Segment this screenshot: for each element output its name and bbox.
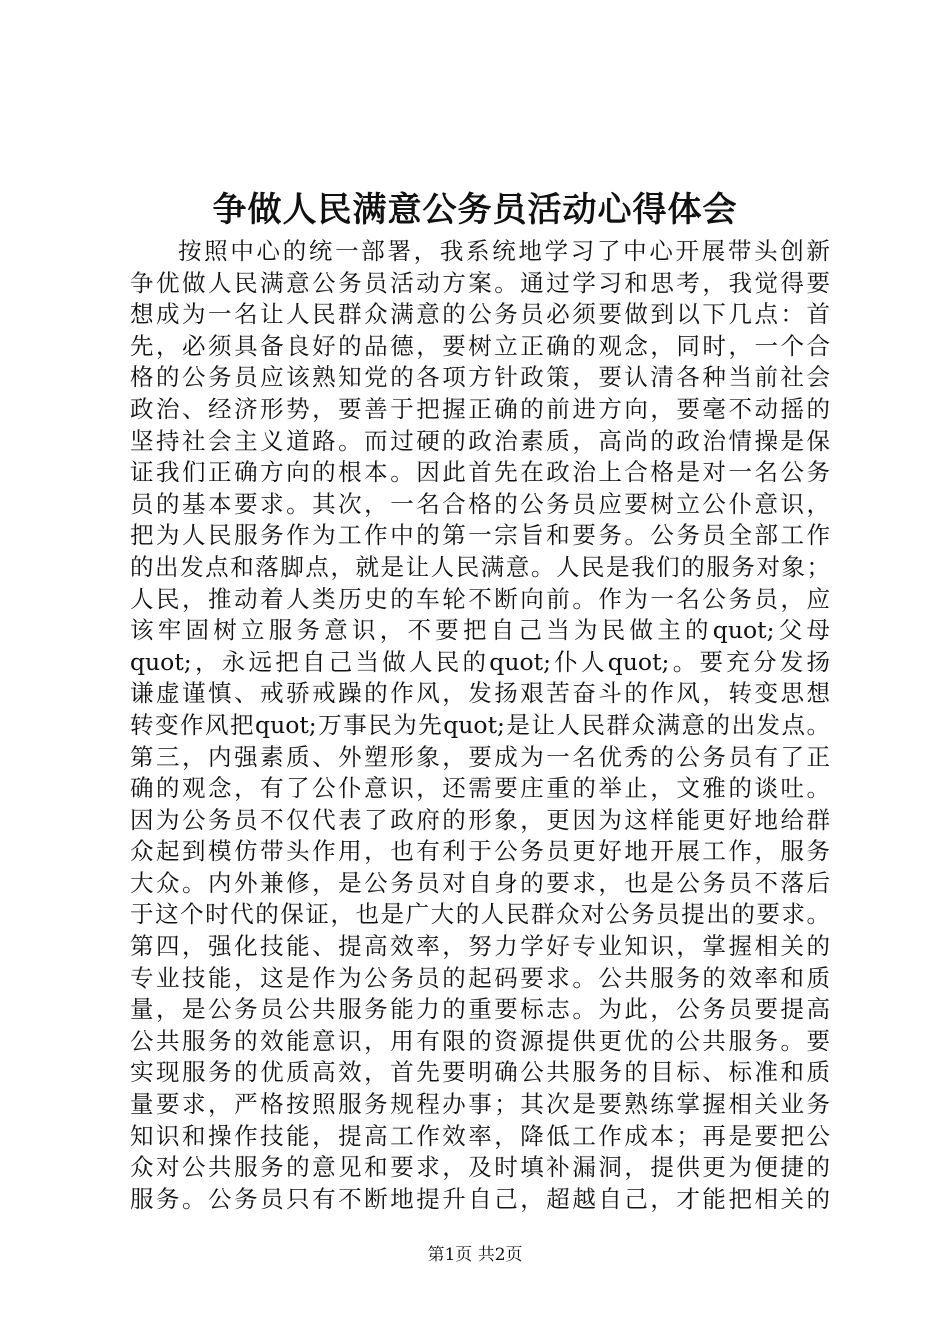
body-text-line: 专业技能，这是作为公务员的起码要求。公共服务的效率和质 [130, 963, 830, 992]
body-text-line: 确的观念，有了公仆意识，还需要庄重的举止，文雅的谈吐。 [130, 774, 830, 803]
body-text-line: 把为人民服务作为工作中的第一宗旨和要务。公务员全部工作 [130, 521, 830, 550]
body-text-line: 转变作风把quot;万事民为先quot;是让人民群众满意的出发点。 [130, 710, 830, 739]
body-text-line: 因为公务员不仅代表了政府的形象，更因为这样能更好地给群 [130, 805, 830, 834]
body-text-line: 众对公共服务的意见和要求，及时填补漏洞，提供更为便捷的 [130, 1153, 830, 1182]
body-text-line: 争优做人民满意公务员活动方案。通过学习和思考，我觉得要 [130, 268, 830, 297]
body-text-line: 知识和操作技能，提高工作效率，降低工作成本；再是要把公 [130, 1121, 830, 1150]
body-text-line: 谦虚谨慎、戒骄戒躁的作风，发扬艰苦奋斗的作风，转变思想 [130, 679, 830, 708]
body-text-line: quot;，永远把自己当做人民的quot;仆人quot;。要充分发扬 [130, 647, 830, 676]
body-text-line: 证我们正确方向的根本。因此首先在政治上合格是对一名公务 [130, 458, 830, 487]
body-text-line: 公共服务的效能意识，用有限的资源提供更优的公共服务。要 [130, 1026, 830, 1055]
body-text-line: 员的基本要求。其次，一名合格的公务员应要树立公仆意识， [130, 489, 830, 518]
body-text-line: 量，是公务员公共服务能力的重要标志。为此，公务员要提高 [130, 995, 830, 1024]
body-text-line: 按照中心的统一部署，我系统地学习了中心开展带头创新 [178, 237, 830, 265]
document-title: 争做人民满意公务员活动心得体会 [212, 190, 738, 230]
body-text-line: 服务。公务员只有不断地提升自己，超越自己，才能把相关的 [130, 1184, 830, 1213]
body-text-line: 的出发点和落脚点，就是让人民满意。人民是我们的服务对象； [130, 552, 830, 581]
document-body [130, 236, 830, 1215]
body-text-line: 坚持社会主义道路。而过硬的政治素质，高尚的政治情操是保 [130, 426, 830, 455]
body-text-line: 于这个时代的保证，也是广大的人民群众对公务员提出的要求。 [130, 900, 830, 929]
body-text-line: 第四，强化技能、提高效率，努力学好专业知识，掌握相关的 [130, 932, 830, 961]
body-text-line: 量要求，严格按照服务规程办事；其次是要熟练掌握相关业务 [130, 1090, 830, 1119]
body-text-line: 想成为一名让人民群众满意的公务员必须要做到以下几点：首 [130, 300, 830, 329]
body-text-line: 人民，推动着人类历史的车轮不断向前。作为一名公务员，应 [130, 584, 830, 613]
body-text-line: 格的公务员应该熟知党的各项方针政策，要认清各种当前社会 [130, 363, 830, 392]
body-text-line: 众起到模仿带头作用，也有利于公务员更好地开展工作，服务 [130, 837, 830, 866]
body-text-line: 政治、经济形势，要善于把握正确的前进方向，要毫不动摇的 [130, 394, 830, 423]
body-text-line: 实现服务的优质高效，首先要明确公共服务的目标、标准和质 [130, 1058, 830, 1087]
body-text-line: 先，必须具备良好的品德，要树立正确的观念，同时，一个合 [130, 331, 830, 360]
body-text-line: 第三，内强素质、外塑形象，要成为一名优秀的公务员有了正 [130, 742, 830, 771]
body-text-line: 大众。内外兼修，是公务员对自身的要求，也是公务员不落后 [130, 868, 830, 897]
body-text-line: 该牢固树立服务意识，不要把自己当为民做主的quot;父母 [130, 616, 830, 645]
page-indicator: 第1页 共2页 [427, 1245, 523, 1265]
